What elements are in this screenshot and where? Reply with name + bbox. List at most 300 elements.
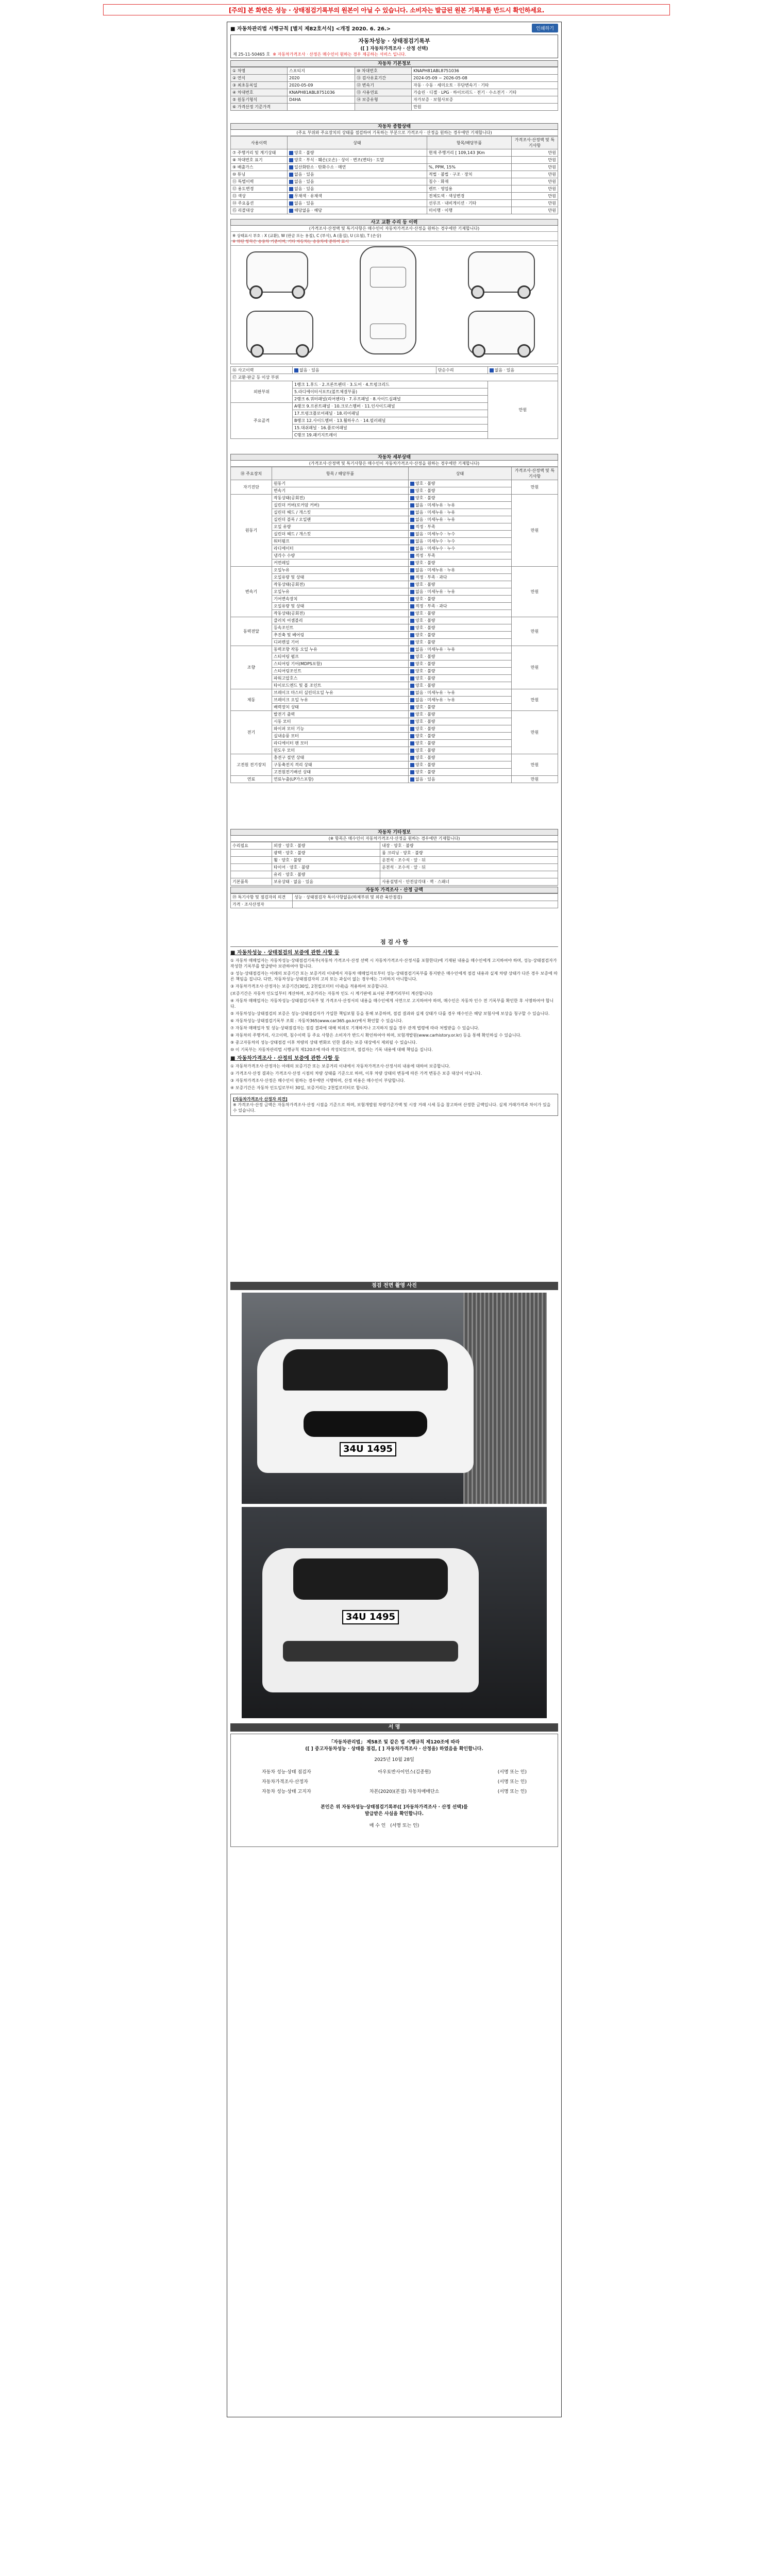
detail-state (409, 769, 512, 776)
checkbox-checked (410, 511, 414, 515)
other-info-label (231, 857, 272, 864)
detail-item: 디퍼렌셜 기어 (272, 639, 409, 646)
checkbox-checked (289, 165, 293, 170)
accident-price-note: 만원 (488, 381, 558, 439)
car-wheel (472, 344, 485, 358)
notes-paragraph: ③ 자동차가격조사·산정은 매수인이 원하는 경우에만 시행하며, 산정 비용은 매수인이 부담합니다. (230, 1078, 406, 1083)
detail-state (409, 682, 512, 689)
status-state (288, 171, 427, 178)
status-col-header: 가격조사·산정액 및 특기사항 (512, 137, 558, 149)
checkbox-checked (410, 612, 414, 616)
status-col-header: 사용이력 (231, 137, 288, 149)
detail-group: 자기진단 (231, 480, 272, 495)
car-wheel (471, 285, 484, 299)
outer-rank2: 2랭크 6.쿼터패널(리어펜더) · 7.루프패널 · 8.사이드실패널 (293, 396, 488, 403)
detail-state (409, 487, 512, 495)
detail-state (409, 495, 512, 502)
detail-state (409, 480, 512, 487)
other-info-row (231, 864, 558, 871)
detail-col-header: ⑱ 주요장치 (231, 467, 272, 480)
status-note: 만원 (512, 164, 558, 171)
detail-state-text: 양호 · 불량 (415, 676, 435, 681)
checkbox-checked (410, 734, 414, 738)
detail-state-text: 없음 · 있음 (415, 777, 435, 782)
detail-row (231, 588, 558, 596)
basic-label-2: ⑩ 차대번호 (355, 67, 412, 75)
detail-group: 변속기 (231, 567, 272, 617)
detail-state (409, 646, 512, 653)
outer-rank1: 1랭크 1.후드 · 2.프론트펜더 · 3.도어 · 4.트렁크리드 (293, 381, 488, 388)
car-wheel (517, 285, 531, 299)
detail-row (231, 675, 558, 682)
detail-row (231, 487, 558, 495)
price-maker-label: 가격 · 조사산정자 (231, 901, 293, 908)
detail-state (409, 697, 512, 704)
status-state-text: 양호 · 부식 · 훼손(오손) · 상이 · 변조(변타) · 도말 (294, 158, 384, 162)
detail-item: 실내송풍 모터 (272, 733, 409, 740)
detail-state (409, 574, 512, 581)
detail-subtitle: (가격조사·산정액 및 특기사항은 매수인이 자동차가격조사·산정을 원하는 경우에만 기재합니다) (230, 461, 558, 467)
detail-state (409, 660, 512, 668)
detail-row (231, 646, 558, 653)
accident-heading: 사고 교환 수리 등 이력 (230, 219, 558, 226)
checkbox-checked (410, 698, 414, 702)
notes-paragraph: ① 자동차 매매업자는 자동차성능·상태점검기록부(자동차 가격조사·산정 선택 시 자동차가격조사·산정서를 포함한다)에 기재된 내용을 매수인에게 고지하여야 하며, 성능·상태점검자가 작성한 기록부를 발급받아 보관하여야 합니다. (230, 958, 557, 969)
detail-row (231, 754, 558, 761)
status-note: 만원 (512, 185, 558, 193)
accident-legend: ※ 상태표시 부호 : X (교환), W (판금 또는 용접), C (부식), A (흠집), U (요철), T (손상) (232, 233, 381, 238)
other-info-label: 기본품목 (231, 878, 272, 886)
other-info-row (231, 842, 558, 850)
checkbox-checked (410, 503, 414, 507)
checkbox-checked (410, 705, 414, 709)
detail-item: 냉각수 수량 (272, 552, 409, 560)
status-row (231, 149, 558, 157)
notes-title: 점 검 사 항 (230, 939, 558, 947)
main-rank-b2: 15.대쉬패널 · 16.플로어패널 (293, 425, 488, 432)
checkbox-checked (410, 741, 414, 745)
status-state-text: 없음 · 있음 (294, 187, 314, 191)
detail-state-text: 적정 · 부족 · 과다 (415, 604, 447, 608)
car-diagram (230, 241, 558, 364)
detail-row (231, 560, 558, 567)
checkbox-checked (289, 151, 293, 155)
detail-row (231, 718, 558, 725)
detail-row (231, 531, 558, 538)
detail-state (409, 552, 512, 560)
header-row (227, 22, 561, 33)
checkbox-checked (410, 554, 414, 558)
basic-info-row (231, 75, 558, 82)
detail-item: 기어변속장치 (272, 596, 409, 603)
status-row (231, 178, 558, 185)
detail-item: 실린더 헤드 / 개스킷 (272, 509, 409, 516)
other-info-row (231, 878, 558, 886)
other-info-b: 운전석 · 조수석 · 앞 · 뒤 (380, 864, 558, 871)
detail-state-text: 양호 · 불량 (415, 705, 435, 709)
price-maker-value (293, 901, 558, 908)
detail-price-note: 만원 (512, 776, 558, 783)
status-item: ⑨ 배출가스 (231, 164, 288, 171)
detail-state-text: 양호 · 불량 (415, 719, 435, 724)
detail-state-text: 양호 · 불량 (415, 625, 435, 630)
basic-info-table (230, 67, 558, 111)
status-item: ⑩ 튜닝 (231, 171, 288, 178)
basic-info-heading: 자동차 기본정보 (230, 60, 558, 67)
form-number: 제 25-11-50465 호 ※ 자동차가격조사 · 산정은 매수인이 원하는 경우 제공하는 서비스 입니다. (233, 52, 407, 57)
basic-value-2: 만원 (412, 104, 558, 111)
detail-col-header: 항목 / 해당부품 (272, 467, 409, 480)
detail-price-note: 만원 (512, 480, 558, 495)
detail-state-text: 없음 · 미세누수 · 누수 (415, 539, 456, 544)
detail-state-text: 양호 · 불량 (415, 633, 435, 637)
detail-item: 원동기 (272, 480, 409, 487)
other-info-a: 광택 · 양호 · 불량 (272, 850, 380, 857)
simple-repair-label: 단순수리 (436, 367, 488, 374)
detail-row (231, 581, 558, 588)
status-item: ⑫ 용도변경 (231, 185, 288, 193)
detail-state (409, 516, 512, 523)
checkbox-checked (410, 590, 414, 594)
basic-label-2: ⑬ 사용연료 (355, 89, 412, 96)
price-total-heading: 자동차 가격조사 · 산정 금액 (230, 887, 558, 893)
detail-item: 오일유량 및 상태 (272, 574, 409, 581)
detail-state (409, 538, 512, 545)
basic-label: ② 연식 (231, 75, 288, 82)
vehicle-rear-photo (242, 1507, 547, 1718)
detail-state (409, 632, 512, 639)
status-item: ⑭ 주요옵션 (231, 200, 288, 207)
status-detail (427, 157, 511, 164)
detail-row (231, 653, 558, 660)
status-detail: 미이행 · 이행 (427, 207, 511, 214)
checkbox-checked (410, 655, 414, 659)
detail-state (409, 761, 512, 769)
status-state-text: 없음 · 있음 (294, 201, 314, 206)
detail-state (409, 531, 512, 538)
basic-label-2: ⑪ 검사유효기간 (355, 75, 412, 82)
checkbox-checked (289, 209, 293, 213)
other-info-b: 내장 · 양호 · 불량 (380, 842, 558, 850)
checkbox-checked (410, 561, 414, 565)
sign-heading: 서 명 (230, 1723, 558, 1732)
detail-section (230, 454, 558, 783)
basic-value: 2020 (288, 75, 355, 82)
sign-buyer-line-1: 본인은 위 자동차성능·상태점검기록부([ ]자동차가격조사 · 산정 선택)를 (321, 1805, 468, 1810)
status-detail: 침수 · 화재 (427, 178, 511, 185)
detail-state-text: 적정 · 부족 · 과다 (415, 575, 447, 580)
price-maker-opinion-box (230, 1094, 558, 1116)
status-row (231, 200, 558, 207)
basic-label: ⑥ 가격산정 기준가격 (231, 104, 288, 111)
status-note: 만원 (512, 157, 558, 164)
other-info-label (231, 864, 272, 871)
basic-label: ① 차명 (231, 67, 288, 75)
detail-item: 구동축전지 격리 상태 (272, 761, 409, 769)
detail-item: 작동상태(공회전) (272, 581, 409, 588)
price-maker-opinion-text: ※ 가격조사·산정 금액은 자동차가격조사·산정 시점을 기준으로 하며, 보험개발원 차량기준가액 및 시장 거래 시세 등을 참고하여 산정한 금액입니다. 실제 거래가격과 차이가 있을 수 있습니다. (233, 1103, 551, 1113)
basic-value-2: KNAPH81ABL8751036 (412, 67, 558, 75)
checkbox-checked (410, 532, 414, 536)
status-item: ⑬ 색상 (231, 193, 288, 200)
other-info-heading: 자동차 기타정보 (230, 829, 558, 836)
other-info-label (231, 850, 272, 857)
price-maker-opinion-title: [자동차가격조사 산정자 의견] (233, 1097, 288, 1101)
notes-paragraph: ④ 자동차 매매업자는 자동차성능·상태점검기록부 및 가격조사·산정서의 내용을 매수인에게 서면으로 고지하여야 하며, 매수인은 자동차 인수 전 기록부를 확인한 후 서명하여야 합니다. (230, 998, 554, 1009)
special-value: 성능 · 상태점검자 특이사항없음(하체부위 및 외관 육안점검) (293, 894, 558, 901)
detail-item: 와이퍼 모터 기능 (272, 725, 409, 733)
detail-state-text: 양호 · 불량 (415, 611, 435, 616)
detail-state (409, 581, 512, 588)
detail-state (409, 776, 512, 783)
detail-item: 오일 유량 (272, 523, 409, 531)
detail-state-text: 없음 · 미세누유 · 누유 (415, 503, 456, 507)
detail-row (231, 776, 558, 783)
detail-state-text: 양호 · 불량 (415, 683, 435, 688)
detail-row (231, 603, 558, 610)
basic-value-2: 자가보증 · 보험사보증 (412, 96, 558, 104)
detail-row (231, 761, 558, 769)
detail-item: 워터펌프 (272, 538, 409, 545)
detail-item: 스티어링 기어(MDPS포함) (272, 660, 409, 668)
detail-state-text: 없음 · 미세누수 · 누수 (415, 532, 456, 536)
inspection-record-page (227, 22, 562, 2417)
detail-state-text: 없음 · 미세누수 · 누수 (415, 546, 456, 551)
general-status-heading: 자동차 종합상태 (230, 123, 558, 130)
detail-item: 스티어링조인트 (272, 668, 409, 675)
photo-heading: 점검 전면 촬영 사진 (230, 1282, 558, 1290)
notes-paragraph: ④ 보증기간은 자동차 인도일로부터 30일, 보증거리는 2천킬로미터로 합니다. (230, 1086, 369, 1090)
detail-item: 커먼레일 (272, 560, 409, 567)
detail-row (231, 624, 558, 632)
detail-item: 실린더 헤드 / 개스킷 (272, 531, 409, 538)
other-info-label (231, 871, 272, 878)
checkbox-checked (410, 575, 414, 580)
car-rear-window (370, 324, 406, 339)
accident-history-value: 없음 · 있음 (293, 367, 436, 374)
detail-row (231, 610, 558, 617)
detail-price-note: 만원 (512, 617, 558, 646)
print-button[interactable]: 인쇄하기 (532, 24, 558, 32)
detail-row (231, 538, 558, 545)
checkbox-checked (410, 597, 414, 601)
checkbox-checked (410, 713, 414, 717)
sign-buyer-line-2: 발급받은 사실을 확인합니다. (364, 1811, 424, 1817)
other-info-b: 운전석 · 조수석 · 앞 · 뒤 (380, 857, 558, 864)
checkbox-checked (410, 489, 414, 493)
checkbox-checked (410, 720, 414, 724)
vehicle-front-photo (242, 1293, 547, 1504)
other-info-row (231, 857, 558, 864)
form-subtitle: ([ ] 자동차가격조사 · 산정 선택) (360, 46, 428, 52)
detail-state (409, 596, 512, 603)
status-detail: %, PPM, 15% (427, 164, 511, 171)
detail-state-text: 양호 · 불량 (415, 654, 435, 659)
checkbox-checked (410, 756, 414, 760)
other-info-label: 수리필요 (231, 842, 272, 850)
status-detail: 적법 · 불법 · 구조 · 장치 (427, 171, 511, 178)
other-info-a: 휠 · 양호 · 불량 (272, 857, 380, 864)
detail-state (409, 653, 512, 660)
status-state-text: 해당없음 · 해당 (294, 208, 322, 213)
detail-state-text: 양호 · 불량 (415, 748, 435, 753)
status-item: ⑪ 특별이력 (231, 178, 288, 185)
detail-item: 변속기 (272, 487, 409, 495)
general-status-subtitle: (주요 부위와 주요장치의 상태를 점검하여 기록하는 부분으로 가격조사 · 산정을 원하는 경우에만 기재합니다) (230, 130, 558, 136)
detail-item: 오일누유 (272, 567, 409, 574)
detail-price-note: 만원 (512, 646, 558, 689)
detail-row (231, 660, 558, 668)
detail-state-text: 양호 · 불량 (415, 726, 435, 731)
detail-state-text: 양호 · 불량 (415, 770, 435, 774)
status-item: ⑦ 주행거리 및 계기상태 (231, 149, 288, 157)
detail-state-text: 양호 · 불량 (415, 597, 435, 601)
detail-state (409, 502, 512, 509)
detail-row (231, 502, 558, 509)
main-rank-a: A랭크 9.프론트패널 · 10.크로스멤버 · 11.인사이드패널 (293, 403, 488, 410)
basic-info-section (230, 60, 558, 111)
detail-state-text: 없음 · 미세누유 · 누유 (415, 568, 456, 572)
detail-state-text: 양호 · 불량 (415, 755, 435, 760)
basic-label: ⑤ 원동기형식 (231, 96, 288, 104)
detail-row (231, 725, 558, 733)
detail-item: 연료누출(LP가스포함) (272, 776, 409, 783)
detail-state (409, 560, 512, 567)
detail-state-text: 양호 · 불량 (415, 561, 435, 565)
status-detail: 전체도색 · 색상변경 (427, 193, 511, 200)
detail-state (409, 740, 512, 747)
checkbox-checked (289, 187, 293, 191)
detail-state-text: 양호 · 불량 (415, 618, 435, 623)
checkbox-checked (410, 604, 414, 608)
detail-item: 등속조인트 (272, 624, 409, 632)
status-item: ⑧ 차대번호 표기 (231, 157, 288, 164)
main-frame-label: 주요골격 (231, 403, 293, 439)
outer-rank1b: 5.라디에이터서포트(볼트체결부품) (293, 388, 488, 396)
other-info-subtitle: (※ 항목은 매수인이 자동차가격조사·산정을 원하는 경우에만 기재합니다) (230, 836, 558, 842)
detail-item: 작동상태(공회전) (272, 495, 409, 502)
checkbox-checked (410, 763, 414, 767)
detail-group: 고전원 전기장치 (231, 754, 272, 776)
status-state (288, 185, 427, 193)
detail-price-note: 만원 (512, 495, 558, 567)
detail-state (409, 747, 512, 754)
special-label: ⑲ 특기사항 및 점검자의 의견 (231, 894, 293, 901)
detail-state (409, 603, 512, 610)
accident-table (230, 366, 558, 439)
detail-row (231, 668, 558, 675)
detail-row (231, 704, 558, 711)
basic-label-2: ⑫ 변속기 (355, 82, 412, 89)
detail-state-text: 적정 · 부족 (415, 553, 435, 558)
checkbox-checked (410, 691, 414, 695)
checkbox-checked (410, 662, 414, 666)
basic-label: ④ 차대번호 (231, 89, 288, 96)
detail-row (231, 523, 558, 531)
detail-item: 추진축 및 베어링 (272, 632, 409, 639)
detail-item: 클러치 어셈블리 (272, 617, 409, 624)
basic-value-2: 가솔린 · 디젤 · LPG · 하이브리드 · 전기 · 수소전기 · 기타 (412, 89, 558, 96)
basic-value: 2020-05-09 (288, 82, 355, 89)
status-state-text: 무채색 · 유채색 (294, 194, 322, 198)
status-note: 만원 (512, 171, 558, 178)
detail-group: 연료 (231, 776, 272, 783)
basic-value (288, 104, 355, 111)
sign-date: 2025년 10월 28일 (374, 1757, 414, 1762)
detail-item: 동력조향 작동 오일 누유 (272, 646, 409, 653)
basic-label-2 (355, 104, 412, 111)
detail-state-text: 양호 · 불량 (415, 662, 435, 666)
other-info-section (230, 829, 558, 908)
basic-info-row (231, 104, 558, 111)
checkbox-checked (289, 180, 293, 184)
checkbox-checked (410, 684, 414, 688)
detail-item: 실린더 블록 / 오일팬 (272, 516, 409, 523)
detail-group: 동력전달 (231, 617, 272, 646)
detail-row (231, 769, 558, 776)
detail-state (409, 523, 512, 531)
main-rank-c: C랭크 19.패키지트레이 (293, 432, 488, 439)
detail-item: 시동 모터 (272, 718, 409, 725)
notes-paragraph: ② 성능·상태점검자는 아래의 보증기간 또는 보증거리 이내에서 자동차 매매업자로부터 성능·상태점검기록부를 통지받은 매수인에게 점검 내용과 실제 차량 상태가 다른 경우 보증에 따른 책임을 집니다. 다만, 자동차성능·상태점검자의 고의 또는 과실이 없는 경우에는 그러하지 아니합니다. (230, 971, 558, 981)
status-state-text: 없음 · 있음 (294, 179, 314, 184)
detail-state (409, 704, 512, 711)
status-note: 만원 (512, 193, 558, 200)
warning-notice: [주의] 본 화면은 성능 · 상태점검기록부의 원본이 아닐 수 있습니다. 소비자는 발급된 원본 기록부를 반드시 확인하세요. (103, 4, 670, 15)
status-row (231, 193, 558, 200)
detail-state (409, 675, 512, 682)
other-info-row (231, 850, 558, 857)
detail-group: 조향 (231, 646, 272, 689)
detail-col-header: 가격조사·산정액 및 특기사항 (512, 467, 558, 480)
car-windshield (370, 267, 406, 287)
other-info-table (230, 842, 558, 886)
detail-state (409, 733, 512, 740)
checkbox-checked (289, 158, 293, 162)
checkbox-checked (410, 583, 414, 587)
detail-state (409, 567, 512, 574)
main-rank-b: B랭크 12.사이드멤버 · 13.휠하우스 · 14.필러패널 (293, 417, 488, 425)
checkbox-checked (410, 777, 414, 782)
status-state (288, 207, 427, 214)
status-state (288, 157, 427, 164)
checkbox-checked (410, 640, 414, 645)
checkbox-checked (289, 194, 293, 198)
detail-group: 제동 (231, 689, 272, 711)
accident-subtitle: (가격조사·산정액 및 특기사항은 매수인이 자동차가격조사·산정을 원하는 경우에만 기재합니다) (230, 226, 558, 232)
status-detail: 렌트 · 영업용 (427, 185, 511, 193)
checkbox-checked (410, 619, 414, 623)
general-status-section (230, 123, 558, 214)
simple-repair-value: 없음 · 있음 (488, 367, 558, 374)
detail-row (231, 545, 558, 552)
basic-info-row (231, 89, 558, 96)
detail-state (409, 545, 512, 552)
detail-row (231, 632, 558, 639)
detail-state-text: 양호 · 불량 (415, 669, 435, 673)
detail-state (409, 689, 512, 697)
checkbox-checked (410, 669, 414, 673)
checkbox-checked (410, 633, 414, 637)
license-plate-rear: 34U 1495 (342, 1610, 399, 1624)
checkbox-checked (410, 547, 414, 551)
status-state (288, 200, 427, 207)
detail-state (409, 718, 512, 725)
detail-row (231, 711, 558, 718)
sign-row-price: 자동차가격조사·산정자 (서명 또는 인) (262, 1780, 527, 1785)
detail-state-text: 양호 · 불량 (415, 488, 435, 493)
detail-item: 스티어링 펌프 (272, 653, 409, 660)
